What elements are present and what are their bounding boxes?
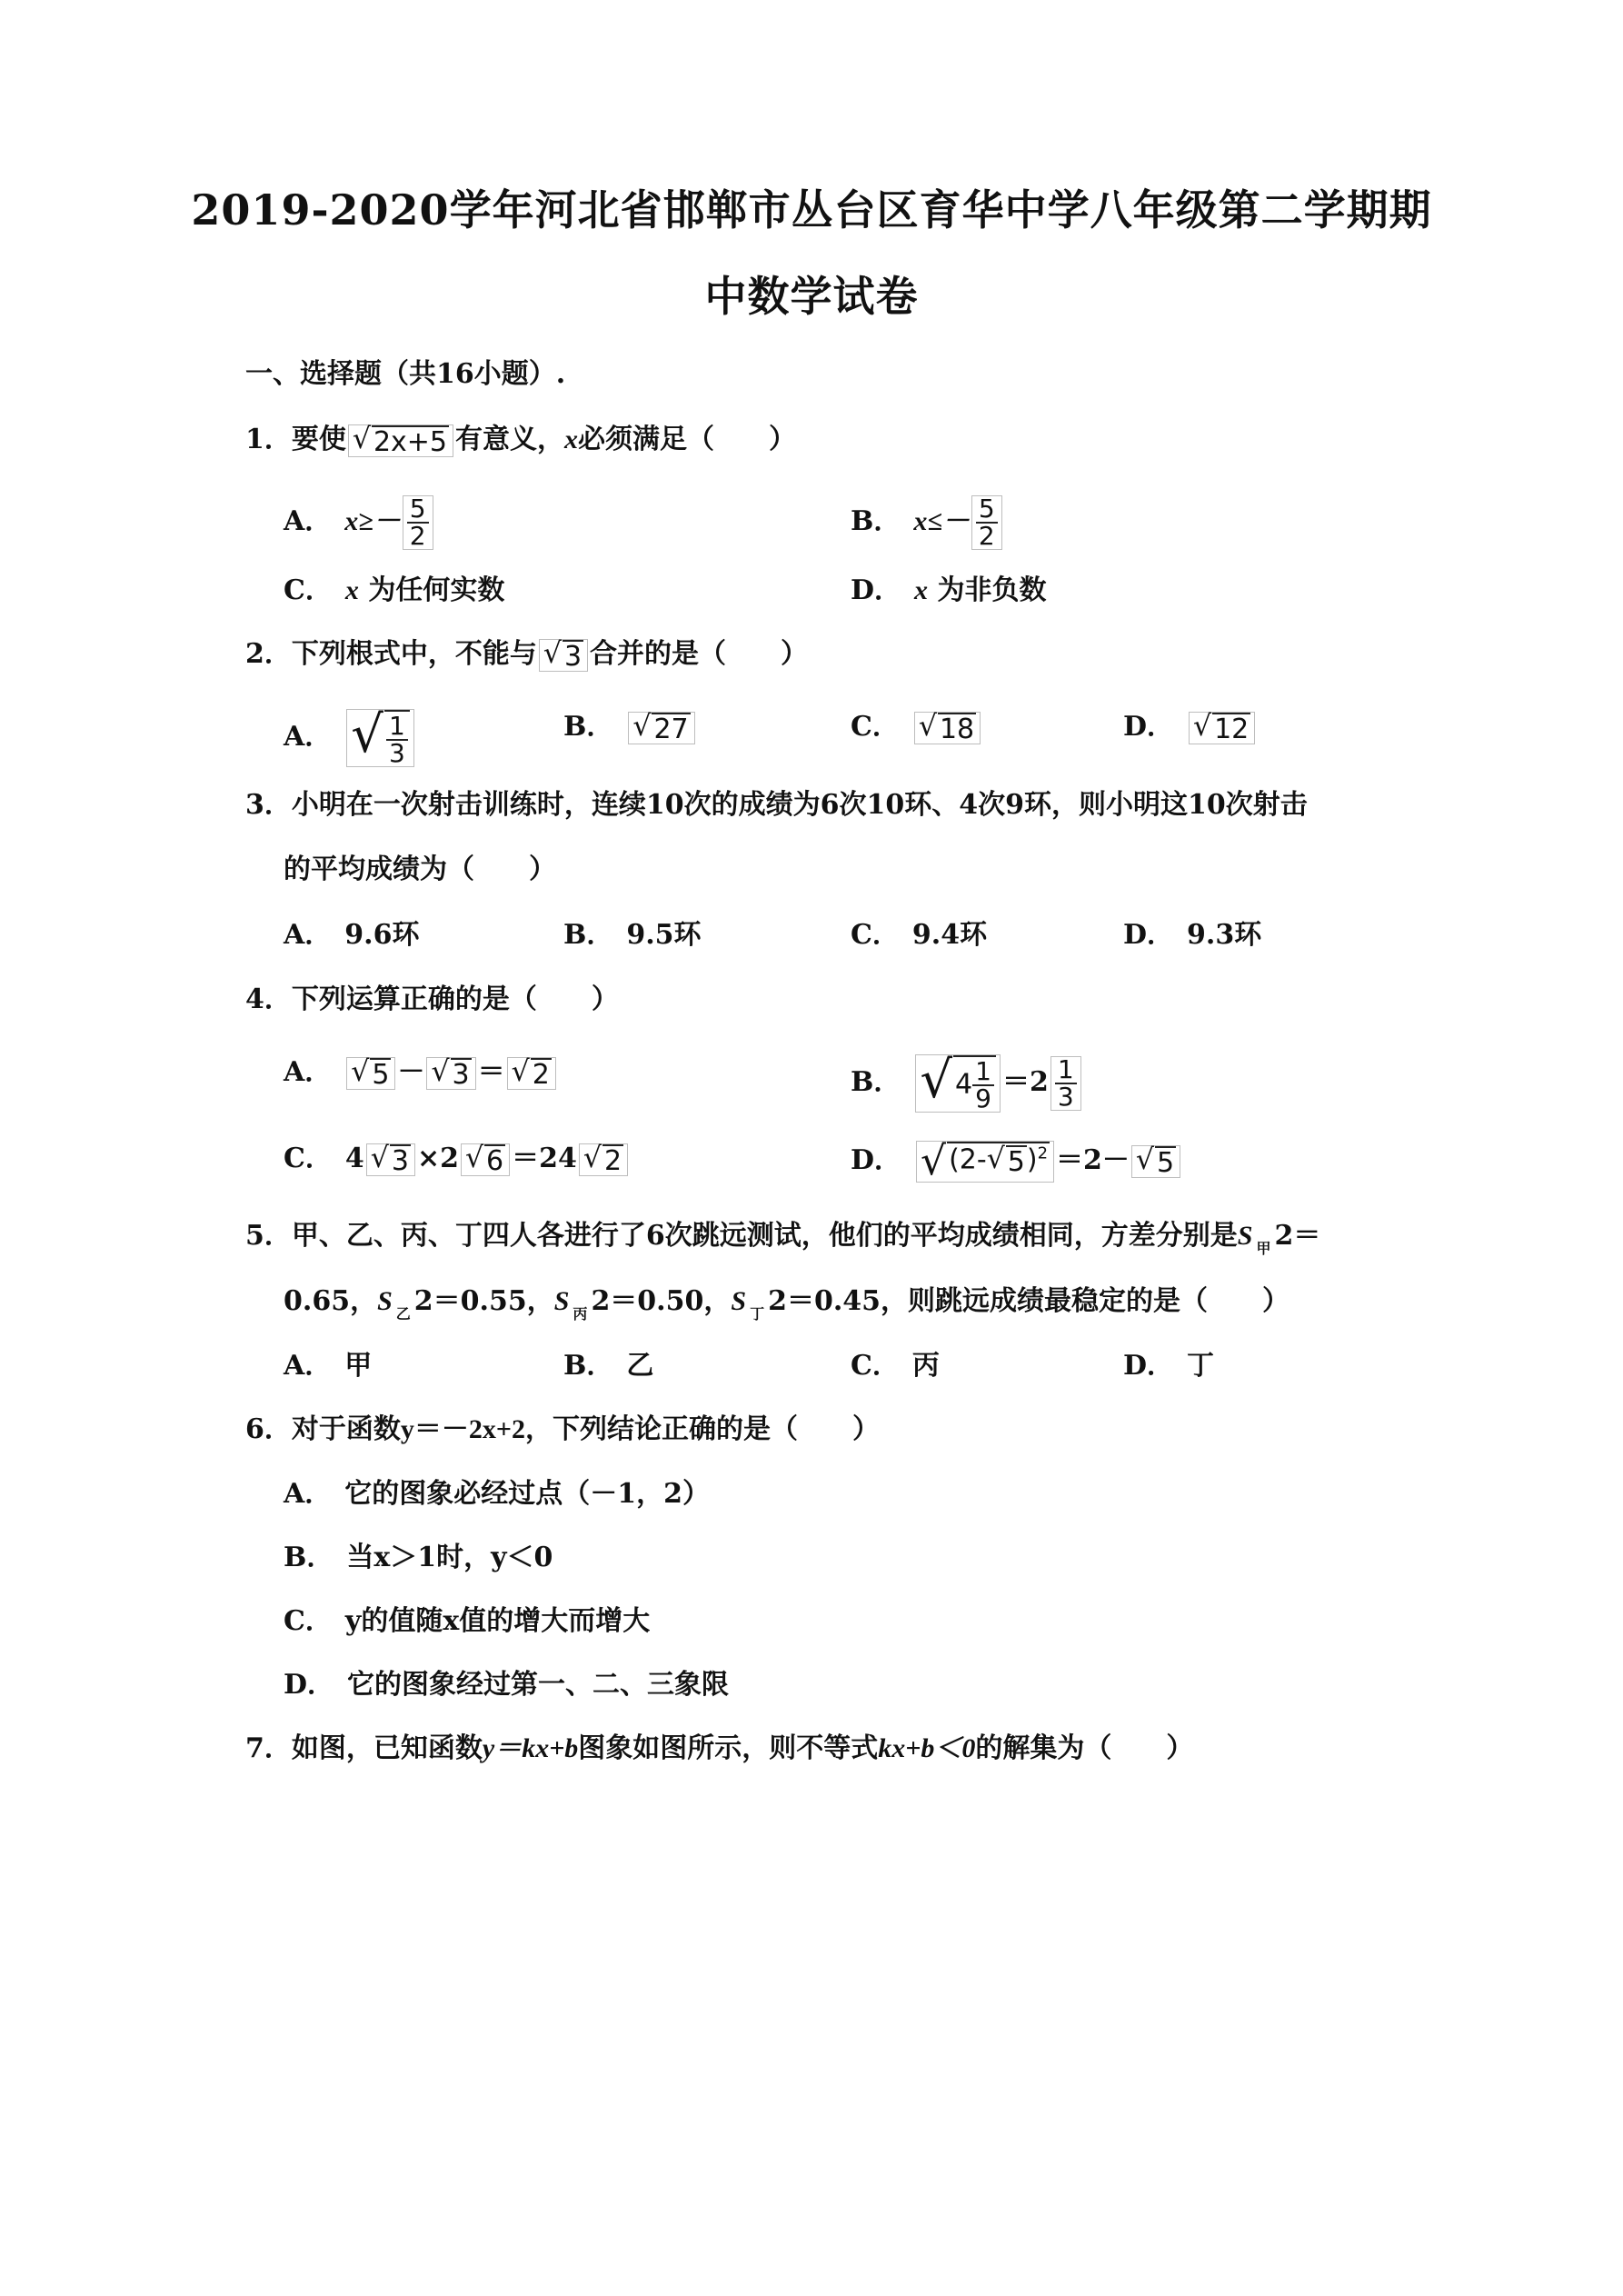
exam-title-line1: 2019-2020学年河北省邯郸市丛台区育华中学八年级第二学期期: [191, 185, 1432, 235]
q2-sqrt3: √ 3: [539, 639, 588, 672]
q6-option-b: B． 当x＞1时，y＜0: [284, 1542, 553, 1573]
question-4-stem: 4．下列运算正确的是（ ）: [245, 983, 619, 1015]
q2-option-b: B． √ 27: [563, 709, 697, 745]
q4-option-a: A． √ 5 － √ 3 ＝ √ 2: [284, 1054, 558, 1091]
q2-a-sqrt-fraction: √ $\frac{1}{3}$: [346, 709, 414, 767]
q5-option-a: A． 甲: [284, 1350, 373, 1382]
q1-a-fraction: $\frac{5}{2}$: [403, 495, 433, 550]
q6-option-d: D． 它的图象经过第一、二、三象限: [284, 1669, 730, 1701]
q2-b-sqrt27: √ 27: [628, 712, 694, 744]
q2-option-d: D． √ 12: [1123, 709, 1257, 745]
q1-b-fraction: $\frac{5}{2}$: [971, 495, 1002, 550]
q4-option-b: B． √ 4 $\frac{1}{9}$ ＝2 $\frac{1}{3}$: [851, 1054, 1083, 1113]
section-heading: 一、选择题（共16小题）.: [245, 358, 566, 390]
q1-option-d: D． x 为非负数: [851, 574, 1047, 606]
q1-option-c: C． x 为任何实数: [284, 574, 505, 606]
q3-option-b: B． 9.5环: [563, 919, 702, 951]
q6-option-a: A． 它的图象必经过点（－1，2）: [284, 1478, 711, 1510]
question-1-stem: 1．要使 √ 2x+5 有意义，x必须满足（ ）: [245, 423, 797, 458]
q3-option-c: C． 9.4环: [851, 919, 988, 951]
q5-option-c: C． 丙: [851, 1350, 940, 1382]
q1-option-b: B． x≤－ $\frac{5}{2}$: [851, 495, 1004, 550]
q3-option-d: D． 9.3环: [1123, 919, 1262, 951]
q1-option-a: A． x≥－ $\frac{5}{2}$: [284, 495, 435, 550]
question-5-stem-line1: 5．甲、乙、丙、丁四人各进行了6次跳远测试，他们的平均成绩相同，方差分别是S $_甲$ 2＝: [245, 1220, 1321, 1257]
q4-option-c: C． 4 √ 3 ×2 √ 6 ＝24 √ 2: [284, 1141, 630, 1177]
q5-option-d: D． 丁: [1123, 1350, 1215, 1382]
q2-d-sqrt12: √ 12: [1189, 712, 1255, 744]
question-7-stem: 7．如图，已知函数y＝kx+b图象如图所示，则不等式kx+b＜0的解集为（ ）: [245, 1732, 1194, 1764]
q2-option-a: A． √ $\frac{1}{3}$: [284, 709, 416, 767]
question-3-stem-line1: 3．小明在一次射击训练时，连续10次的成绩为6次10环、4次9环，则小明这10次射击: [245, 789, 1308, 821]
question-6-stem: 6．对于函数y＝－2x+2，下列结论正确的是（ ）: [245, 1413, 880, 1445]
q3-option-a: A． 9.6环: [284, 919, 420, 951]
q6-option-c: C． y的值随x值的增大而增大: [284, 1605, 651, 1637]
question-2-stem: 2．下列根式中，不能与 √ 3 合并的是（ ）: [245, 637, 809, 673]
exam-title-line2: 中数学试卷: [704, 272, 919, 321]
question-5-stem-line2: 0.65，S $_乙$ 2＝0.55，S $_丙$ 2＝0.50，S $_丁$ 2＝0.45，则跳远成绩最稳定的是（ ）: [284, 1285, 1290, 1323]
q2-c-sqrt18: √ 18: [914, 712, 981, 744]
question-3-stem-line2: 的平均成绩为（ ）: [284, 854, 556, 885]
q1-sqrt-formula: √ 2x+5: [348, 424, 453, 457]
q2-option-c: C． √ 18: [851, 709, 982, 745]
q5-option-b: B． 乙: [563, 1350, 654, 1382]
q4-option-d: D． √ (2- √ 5 )$^2$ ＝2－ √ 5: [851, 1141, 1182, 1183]
